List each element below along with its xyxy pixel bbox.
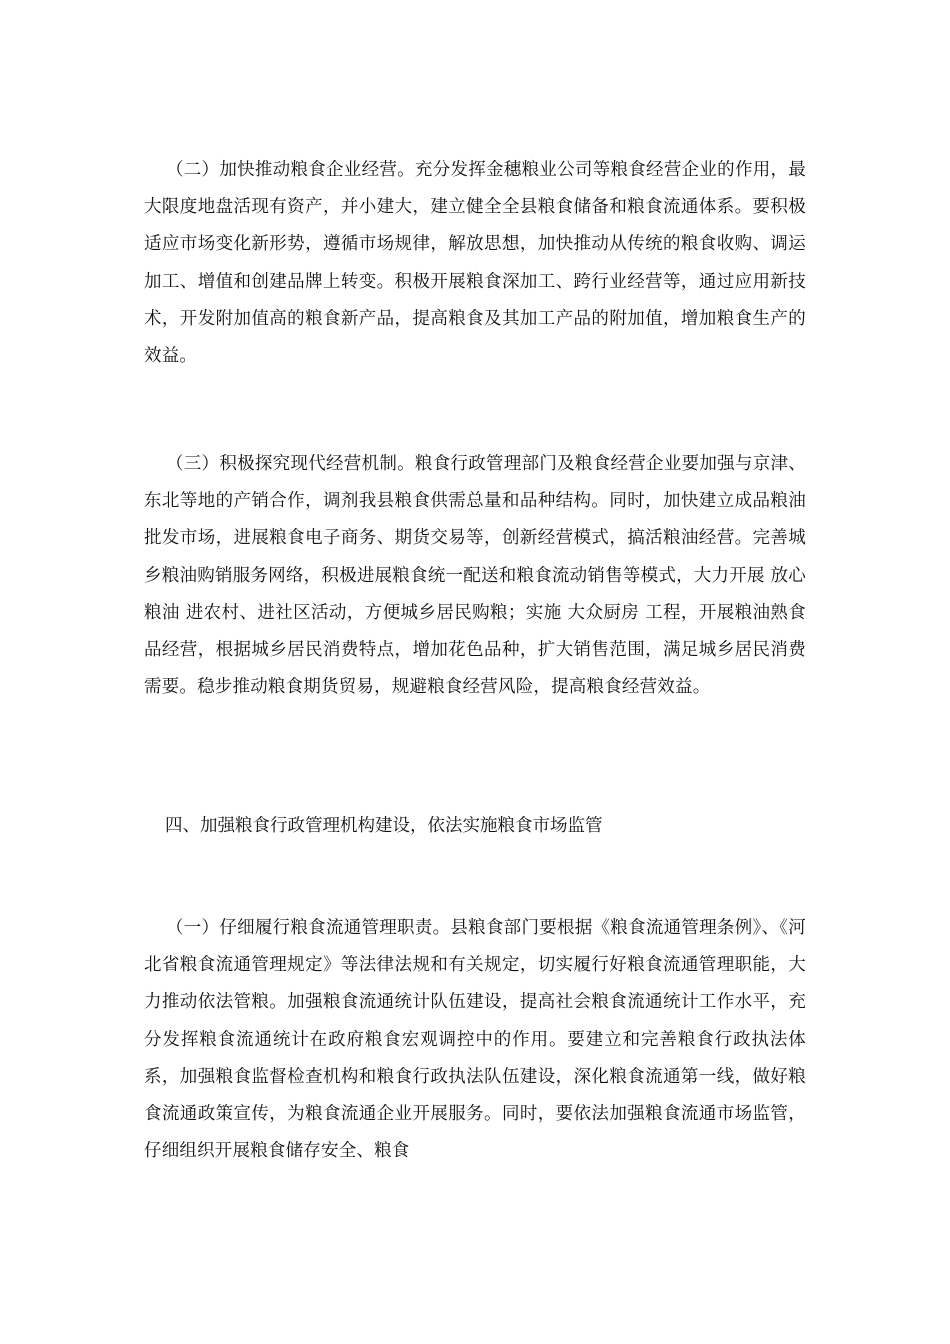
paragraph-grain-circulation-duties: （一）仔细履行粮食流通管理职责。县粮食部门要根据《粮食流通管理条例》、《河北省粮食流通管理规定》等法律法规和有关规定，切实履行好粮食流通管理职能，大力推动依法管粮。加强粮食流通统计队伍建设，提高社会粮食流通统计工作水平，充分发挥粮食流通统计在政府粮食宏观调控中的作用。要建立和完善粮食行政执法体系，加强粮食监督检查机构和粮食行政执法队伍建设，深化粮食流通第一线，做好粮食流通政策宣传，为粮食流通企业开展服务。同时，要依法加强粮食流通市场监管，仔细组织开展粮食储存安全、粮食 bbox=[144, 918, 806, 1162]
paragraph-explore-modern-mechanism: （三）积极探究现代经营机制。粮食行政管理部门及粮食经营企业要加强与京津、东北等地的产销合作，调剂我县粮食供需总量和品种结构。同时，加快建立成品粮油批发市场，进展粮食电子商务、期货交易等，创新经营模式，搞活粮油经营。完善城乡粮油购销服务网络，积极进展粮食统一配送和粮食流动销售等模式，大力开展 放心粮油 进农村、进社区活动，方便城乡居民购粮；实施 大众厨房 工程，开展粮油熟食品经营，根据城乡居民消费特点，增加花色品种，扩大销售范围，满足城乡居民消费需要。稳步推动粮食期货贸易，规避粮食经营风险，提高粮食经营效益。 bbox=[144, 454, 806, 698]
paragraph-accelerate-grain-enterprise: （二）加快推动粮食企业经营。充分发挥金穗粮业公司等粮食经营企业的作用，最大限度地盘活现有资产，并小建大，建立健全全县粮食储备和粮食流通体系。要积极适应市场变化新形势，遵循市场规律，解放思想，加快推动从传统的粮食收购、调运加工、增值和创建品牌上转变。积极开展粮食深加工、跨行业经营等，通过应用新技术，开发附加值高的粮食新产品，提高粮食及其加工产品的附加值，增加粮食生产的效益。 bbox=[144, 160, 806, 367]
section-heading-four: 四、加强粮食行政管理机构建设，依法实施粮食市场监管 bbox=[165, 816, 603, 836]
